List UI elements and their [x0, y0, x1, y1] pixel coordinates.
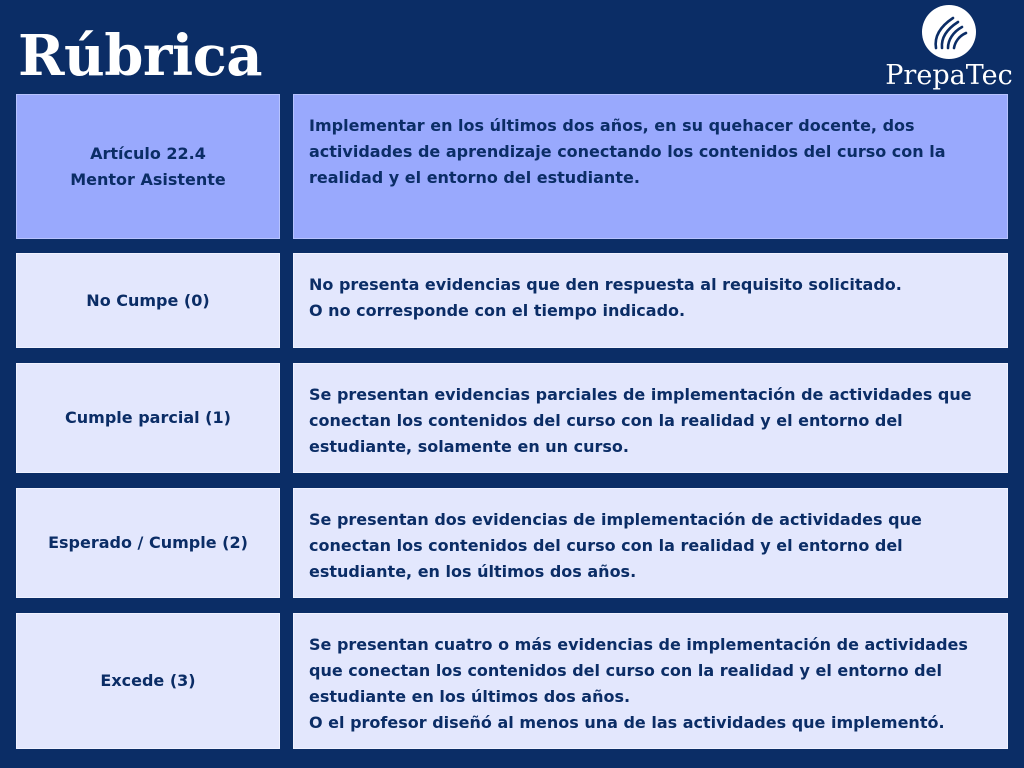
criterion-role: Mentor Asistente	[70, 169, 226, 189]
level-label: Cumple parcial (1)	[16, 363, 280, 473]
level-description: Se presentan cuatro o más evidencias de implementación de actividades que conectan los contenidos del curso con la realidad y el entorno del estudiante en los últimos dos años. O el profesor diseñó al menos una de las actividades que implementó.	[293, 613, 1008, 749]
criterion-article: Artículo 22.4	[90, 143, 206, 163]
level-description: Se presentan dos evidencias de implementación de actividades que conectan los contenidos del curso con la realidad y el entorno del estudiante, en los últimos dos años.	[293, 488, 1008, 598]
level-description: No presenta evidencias que den respuesta al requisito solicitado. O no corresponde con el tiempo indicado.	[293, 253, 1008, 348]
level-label: Excede (3)	[16, 613, 280, 749]
rubric-header-row	[16, 94, 1008, 239]
logo-wordmark: PrepaTec	[885, 60, 1013, 91]
criterion-description: Implementar en los últimos dos años, en su quehacer docente, dos actividades de aprendizaje conectando los contenidos del curso con la realidad y el entorno del estudiante.	[293, 94, 1008, 239]
rubric-level-row	[16, 613, 1008, 749]
criterion-cell	[16, 94, 280, 239]
level-description: Se presentan evidencias parciales de implementación de actividades que conectan los contenidos del curso con la realidad y el entorno del estudiante, solamente en un curso.	[293, 363, 1008, 473]
rubric-level-row	[16, 488, 1008, 598]
rubric-level-row	[16, 253, 1008, 348]
rubric-level-row	[16, 363, 1008, 473]
prepatec-logo	[884, 4, 1014, 96]
tec-flame-emblem-icon	[921, 4, 977, 60]
level-label: No Cumpe (0)	[16, 253, 280, 348]
page-title: Rúbrica	[18, 23, 263, 89]
level-label: Esperado / Cumple (2)	[16, 488, 280, 598]
